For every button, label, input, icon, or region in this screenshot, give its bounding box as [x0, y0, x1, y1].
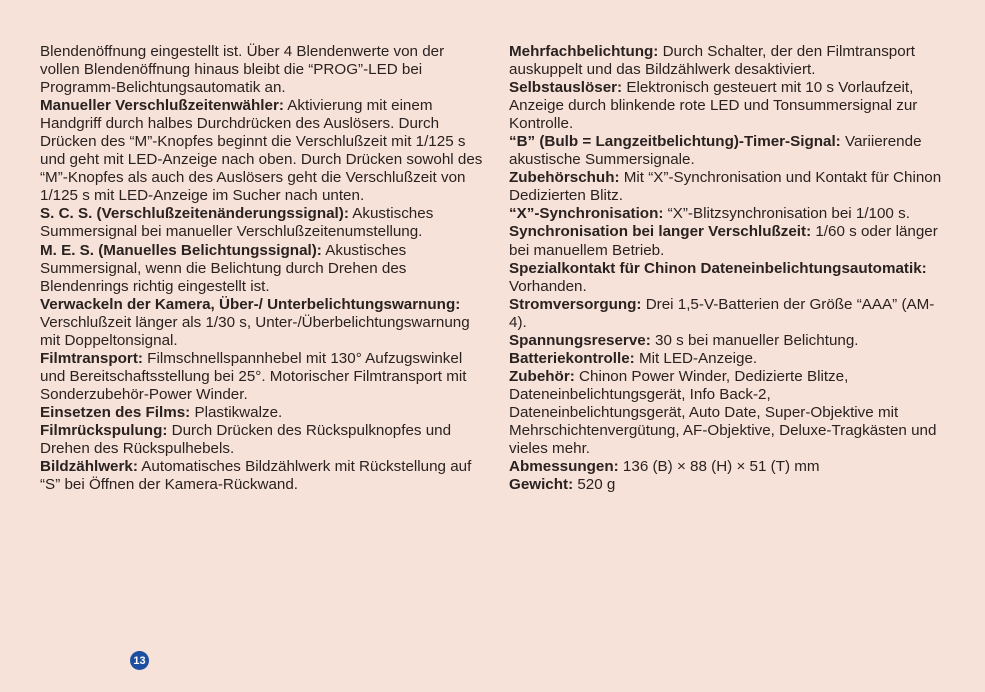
spec-entry-multiple-exposure: Mehrfachbelichtung: Durch Schalter, der den Filmtransport auskuppelt und das Bildzählwerk desaktiviert.	[509, 43, 915, 79]
spec-entry-battery-check: Batteriekontrolle: Mit LED-Anzeige.	[509, 349, 758, 367]
spec-entry-data-contact: Spezialkontakt für Chinon Dateneinbelichtungsautomatik: Vorhanden.	[509, 259, 927, 295]
spec-entry-frame-counter: Bildzählwerk: Automatisches Bildzählwerk mit Rückstellung auf “S” bei Öffnen der Kamera-Rückwand.	[40, 458, 472, 494]
spec-entry-bulb-timer: “B” (Bulb = Langzeitbelichtung)-Timer-Signal: Variierende akustische Summersignale.	[509, 133, 922, 169]
page-number-badge: 13	[130, 651, 149, 670]
right-column	[509, 43, 949, 494]
spec-entry-x-sync: “X”-Synchronisation: “X”-Blitzsynchronisation bei 1/100 s.	[509, 205, 910, 223]
spec-entry-shake-warning: Verwackeln der Kamera, Über-/ Unterbelichtungswarnung: Verschlußzeit länger als 1/30 s, Unter-/Überbelichtungswarnung mit Doppeltonsignal.	[40, 295, 470, 349]
spec-entry-accessories: Zubehör: Chinon Power Winder, Dedizierte Blitze, Dateneinbelichtungsgerät, Info Back-2, Dateneinbelichtungsgerät, Auto Date, Super-Objektive mit Mehrschichtenvergütung, AF-Objektive, Deluxe-Tragkästen und vieles mehr.	[509, 367, 937, 458]
spec-entry-manual-shutter: Manueller Verschlußzeitenwähler: Aktivierung mit einem Handgriff durch halbes Durchdrücken des Auslösers. Durch Drücken des “M”-Knopfes beginnt die Verschlußzeit mit 1/125 s und geht mit LED-Anzeige nach oben. Durch Drücken sowohl des “M”-Knopfes als auch des Auslösers geht die Verschlußzeit von 1/125 s mit LED-Anzeige im Sucher nach unten.	[40, 97, 483, 205]
spec-entry-mes: M. E. S. (Manuelles Belichtungssignal): Akustisches Summersignal, wenn die Belichtung durch Drehen des Blendenrings richtig eingestellt ist.	[40, 241, 407, 295]
spec-entry-power-reserve: Spannungsreserve: 30 s bei manueller Belichtung.	[509, 331, 859, 349]
spec-entry-self-timer: Selbstauslöser: Elektronisch gesteuert mit 10 s Vorlaufzeit, Anzeige durch blinkende rote LED und Tonsummersignal zur Kontrolle.	[509, 79, 918, 133]
spec-entry-long-sync: Synchronisation bei langer Verschlußzeit: 1/60 s oder länger bei manuellem Betrieb.	[509, 223, 938, 259]
spec-entry-film-transport: Filmtransport: Filmschnellspannhebel mit 130° Aufzugswinkel und Bereitschaftsstellung bei 25°. Motorischer Filmtransport mit Sonderzubehör-Power Winder.	[40, 349, 467, 403]
spec-entry-hot-shoe: Zubehörschuh: Mit “X”-Synchronisation und Kontakt für Chinon Dedizierten Blitz.	[509, 169, 942, 205]
spec-entry-aperture-continuation: Blendenöffnung eingestellt ist. Über 4 Blendenwerte von der vollen Blendenöffnung hinaus bleibt die “PROG”-LED bei Programm-Belichtungsautomatik an.	[40, 43, 445, 97]
spec-entry-rewind: Filmrückspulung: Durch Drücken des Rückspulknopfes und Drehen des Rückspulhebels.	[40, 421, 452, 458]
spec-entry-film-loading: Einsetzen des Films: Plastikwalze.	[40, 403, 283, 421]
spec-entry-weight: Gewicht: 520 g	[509, 476, 616, 494]
left-column	[40, 43, 485, 494]
spec-entry-dimensions: Abmessungen: 136 (B) × 88 (H) × 51 (T) mm	[509, 458, 820, 476]
spec-entry-power-supply: Stromversorgung: Drei 1,5-V-Batterien der Größe “AAA” (AM-4).	[509, 295, 935, 331]
spec-entry-scs: S. C. S. (Verschlußzeitenänderungssignal): Akustisches Summersignal bei manueller Verschlußzeitenumstellung.	[40, 205, 434, 241]
